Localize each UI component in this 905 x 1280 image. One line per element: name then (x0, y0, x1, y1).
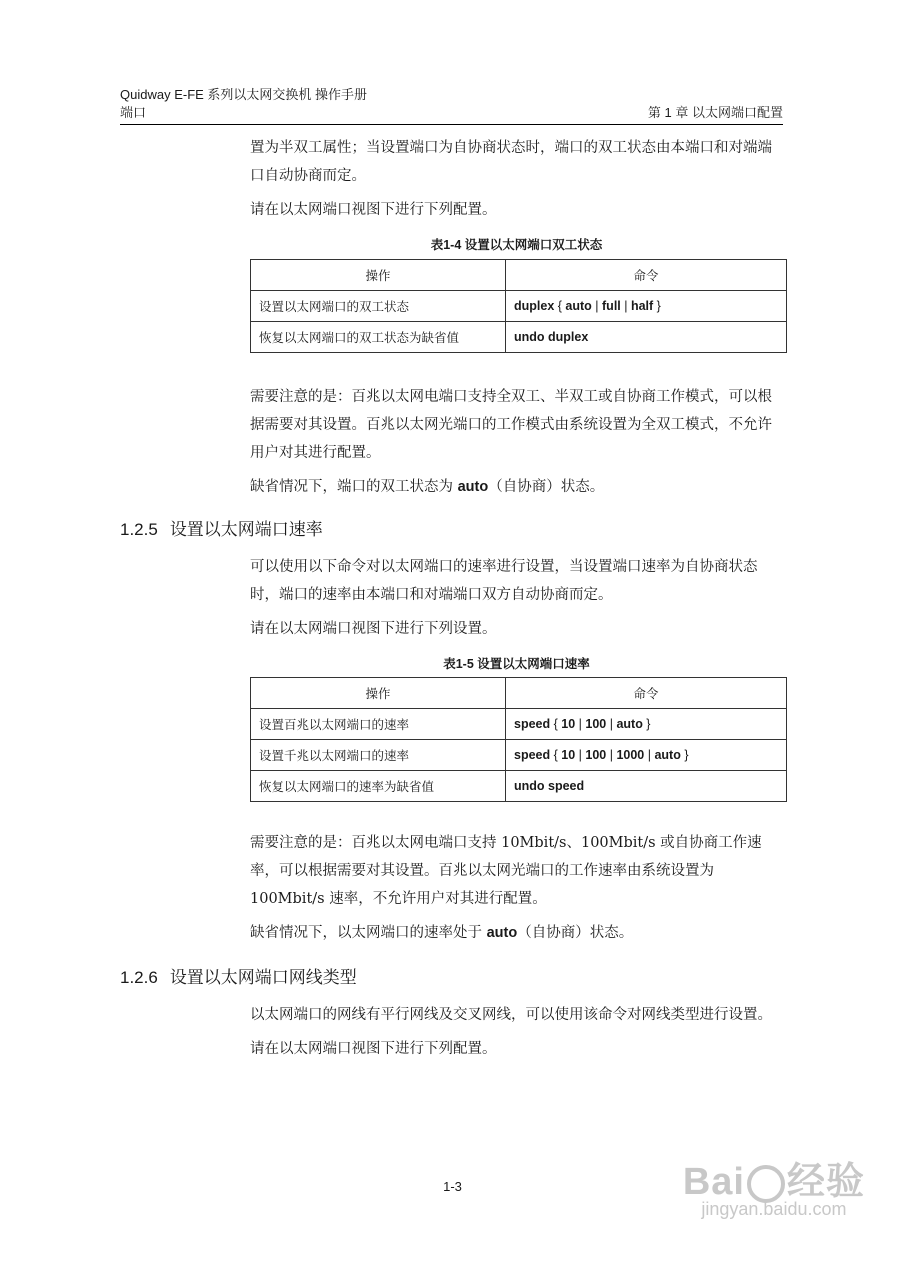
section-title: 设置以太网端口速率 (169, 520, 323, 539)
column-header-cmd: 命令 (506, 260, 787, 291)
header-divider (120, 124, 783, 125)
speed-table (250, 677, 787, 802)
header-chapter: 第 1 章 以太网端口配置 (647, 105, 783, 120)
duplex-default: 缺省情况下，端口的双工状态为 auto（自协商）状态。 (250, 479, 605, 495)
column-header-op: 操作 (251, 678, 506, 709)
watermark-logo-left: Bai (682, 1161, 745, 1203)
column-header-cmd: 命令 (506, 678, 787, 709)
speed-paragraph: 可以使用以下命令对以太网端口的速率进行设置，当设置端口速率为自协商状态时，端口的速率由本端口和对端端口双方自动协商而定。 (250, 559, 758, 603)
watermark-url: jingyan.baidu.com (701, 1199, 847, 1219)
paw-icon (747, 1165, 785, 1203)
page-header (120, 86, 783, 122)
table-header-row (251, 678, 787, 709)
speed-note (250, 829, 783, 947)
section-heading-125 (120, 515, 323, 540)
table1-caption: 表1-4 设置以太网端口双工状态 (430, 238, 603, 252)
intro-block (250, 134, 783, 224)
section-heading-126 (120, 963, 357, 988)
speed-note-paragraph: 需要注意的是：百兆以太网电端口支持 10Mbit/s、100Mbit/s 或自协商工作速率，可以根据需要对其设置。百兆以太网光端口的工作速率由系统设置为 100Mbit/s 速率，不允许用户对其进行配置。 (250, 835, 762, 907)
baidu-watermark (683, 1150, 865, 1220)
table-cell-op: 设置百兆以太网端口的速率 (251, 709, 506, 740)
header-section: 端口 (120, 105, 147, 120)
column-header-op: 操作 (251, 260, 506, 291)
speed-instruction: 请在以太网端口视图下进行下列设置。 (250, 621, 497, 637)
duplex-table (250, 259, 787, 353)
table-cell-op: 恢复以太网端口的速率为缺省值 (251, 771, 506, 802)
intro-paragraph: 置为半双工属性；当设置端口为自协商状态时，端口的双工状态由本端口和对端端口自动协商而定。 (250, 140, 772, 184)
table-row (251, 740, 787, 771)
table-row (251, 771, 787, 802)
cable-paragraph: 以太网端口的网线有平行网线及交叉网线，可以使用该命令对网线类型进行设置。 (250, 1007, 772, 1023)
table-cell-op: 设置千兆以太网端口的速率 (251, 740, 506, 771)
table-cell-cmd: undo duplex (506, 322, 787, 353)
cable-intro (250, 1001, 783, 1063)
table-cell-cmd: speed { 10 | 100 | auto } (506, 709, 787, 740)
section-title: 设置以太网端口网线类型 (169, 968, 357, 987)
speed-default: 缺省情况下，以太网端口的速率处于 auto（自协商）状态。 (250, 925, 634, 941)
duplex-note (250, 383, 783, 501)
table-row (251, 709, 787, 740)
table2-caption: 表1-5 设置以太网端口速率 (443, 657, 590, 671)
table-cell-cmd: duplex { auto | full | half } (506, 291, 787, 322)
speed-intro (250, 553, 783, 643)
table-row (251, 291, 787, 322)
table-cell-cmd: speed { 10 | 100 | 1000 | auto } (506, 740, 787, 771)
watermark-logo-right: 经验 (786, 1161, 865, 1203)
intro-instruction: 请在以太网端口视图下进行下列配置。 (250, 202, 497, 218)
table-row (251, 322, 787, 353)
table-header-row (251, 260, 787, 291)
table-cell-op: 恢复以太网端口的双工状态为缺省值 (251, 322, 506, 353)
table-cell-op: 设置以太网端口的双工状态 (251, 291, 506, 322)
table-cell-cmd: undo speed (506, 771, 787, 802)
manual-title: Quidway E-FE 系列以太网交换机 操作手册 (120, 87, 368, 102)
duplex-note-paragraph: 需要注意的是：百兆以太网电端口支持全双工、半双工或自协商工作模式，可以根据需要对其设置。百兆以太网光端口的工作模式由系统设置为全双工模式，不允许用户对其进行配置。 (250, 389, 772, 461)
page-number: 1-3 (443, 1179, 462, 1194)
section-number: 1.2.5 (120, 520, 158, 539)
section-number: 1.2.6 (120, 968, 158, 987)
cable-instruction: 请在以太网端口视图下进行下列配置。 (250, 1041, 497, 1057)
